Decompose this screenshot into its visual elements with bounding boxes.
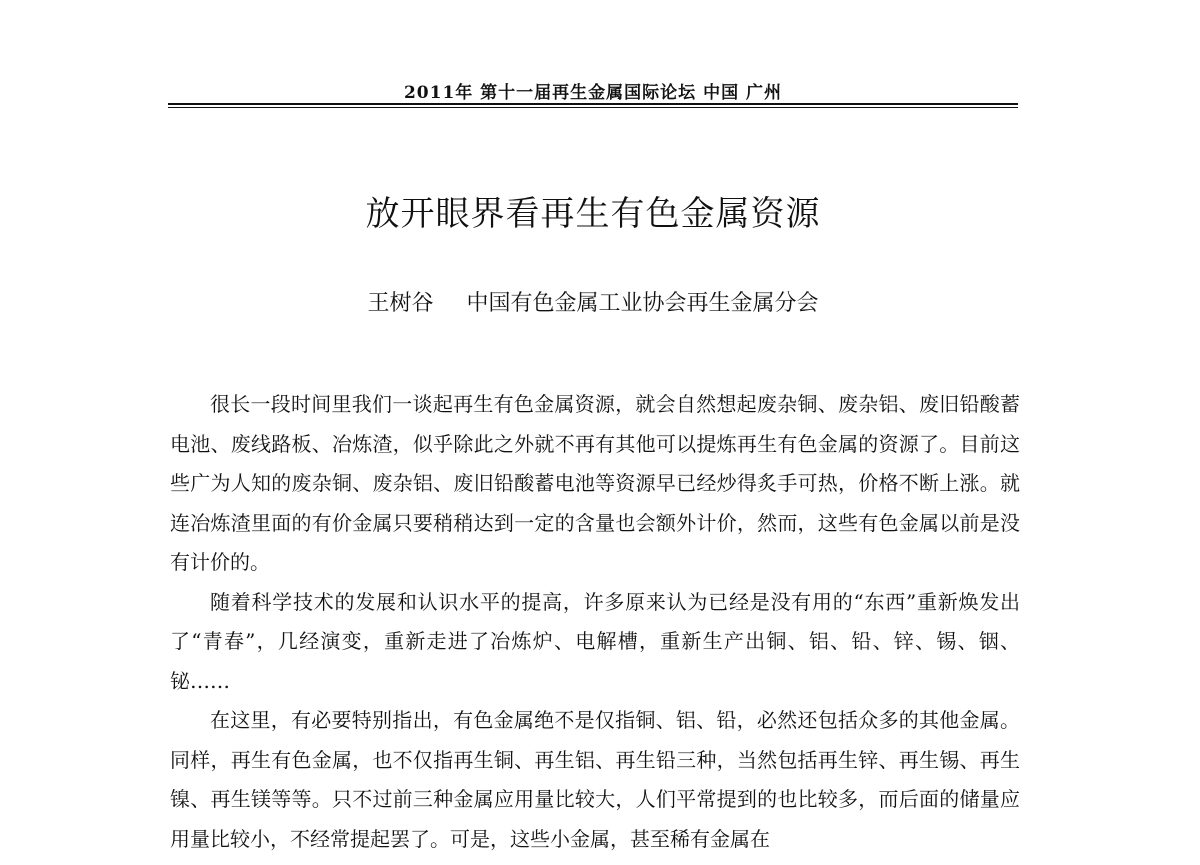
header-rule	[168, 103, 1018, 105]
paragraph-2: 随着科学技术的发展和认识水平的提高，许多原来认为已经是没有用的“东西”重新焕发出了“青春”，几经演变，重新走进了冶炼炉、电解槽，重新生产出铜、铝、铅、锌、锡、铟、铋……	[170, 589, 1020, 693]
author-affiliation: 中国有色金属工业协会再生金属分会	[466, 291, 819, 316]
article-title: 放开眼界看再生有色金属资源	[365, 194, 821, 234]
running-header: 2011年 第十一届再生金属国际论坛 中国 广州	[403, 83, 783, 103]
article-body	[170, 385, 1020, 859]
paragraph-1: 很长一段时间里我们一谈起再生有色金属资源，就会自然想起废杂铜、废杂铝、废旧铅酸蓄电池、废线路板、冶炼渣，似乎除此之外就不再有其他可以提炼再生有色金属的资源了。目前这些广为人知的废杂铜、废杂铝、废旧铅酸蓄电池等资源早已经炒得炙手可热，价格不断上涨。就连冶炼渣里面的有价金属只要稍稍达到一定的含量也会额外计价，然而，这些有色金属以前是没有计价的。	[170, 392, 1020, 574]
header-rule-thin	[168, 107, 1018, 108]
paragraph-3: 在这里，有必要特别指出，有色金属绝不是仅指铜、铝、铅，必然还包括众多的其他金属。同样，再生有色金属，也不仅指再生铜、再生铝、再生铅三种，当然包括再生锌、再生锡、再生镍、再生镁等等。只不过前三种金属应用量比较大，人们平常提到的也比较多，而后面的储量应用量比较小，不经常提起罢了。可是，这些小金属，甚至稀有金属在	[170, 708, 1020, 851]
author-name: 王树谷	[367, 291, 434, 316]
byline	[168, 286, 1018, 317]
